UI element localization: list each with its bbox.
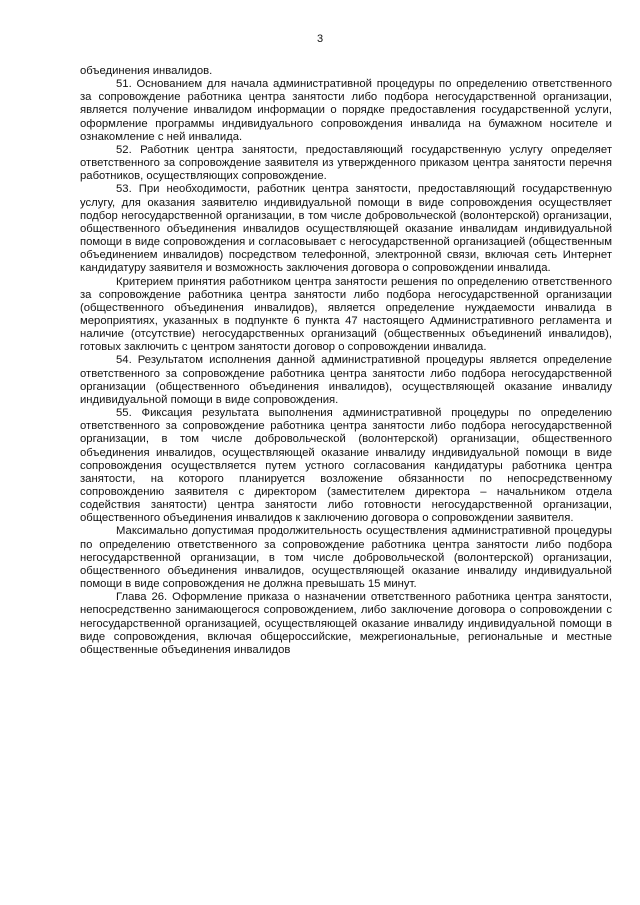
paragraph-criteria: Критерием принятия работником центра занятости решения по определению ответственного за сопровождение работника центра занятости либо подбора негосударственной организации (общественного объединения инвалидов), является определение нуждаемости инвалида в мероприятиях, указанных в подпункте 6 пункта 47 настоящего Административного регламента и наличие (отсутствие) негосударственных организаций (общественных объединений инвалидов), готовых заключить с центром занятости договор о сопровождении инвалида.	[80, 275, 612, 354]
paragraph-item-55: 55. Фиксация результата выполнения административной процедуры по определению ответственного за сопровождение работника центра занятости либо подбора негосударственной организации, в том числе добровольческой (волонтерской) организации, общественного объединения инвалидов, осуществляющей оказание инвалиду индивидуальной помощи в виде сопровождения осуществляется путем устного согласования кандидатуры работника центра занятости, на которого планируется возложение обязанности по непосредственному сопровождению заявителя с директором (заместителем директора – начальником отдела содействия занятости) центра занятости либо готовности негосударственной организации, общественного объединения инвалидов к заключению договора о сопровождении заявителя.	[80, 407, 612, 525]
chapter-26-heading: Глава 26. Оформление приказа о назначении ответственного работника центра занятости, непосредственно занимающегося сопровождением, либо заключение договора о сопровождении с негосударственной организацией, осуществляющей оказание инвалиду индивидуальной помощи в виде сопровождения, включая общероссийские, межрегиональные, региональные и местные общественные объединения инвалидов	[80, 591, 612, 656]
paragraph-continuation: объединения инвалидов.	[80, 65, 213, 77]
paragraph-item-51: 51. Основанием для начала административной процедуры по определению ответственного за сопровождение работника центра занятости либо подбора негосударственной организации, является получение инвалидом информации о порядке предоставления государственной услуги, оформление программы индивидуального сопровождения инвалида на бумажном носителе и ознакомление с ней инвалида.	[80, 78, 612, 143]
paragraph-max-duration: Максимально допустимая продолжительность осуществления административной процедуры по определению ответственного за сопровождение работника центра занятости либо подбора негосударственной организации, в том числе добровольческой (волонтерской) организации, общественного объединения инвалидов, осуществляющей оказание инвалиду индивидуальной помощи в виде сопровождения не должна превышать 15 минут.	[80, 525, 612, 591]
paragraph-item-54: 54. Результатом исполнения данной административной процедуры является определение ответственного за сопровождение работника центра занятости либо подбора негосударственной организации (общественного объединения инвалидов), осуществляющей оказание инвалиду индивидуальной помощи в виде сопровождения.	[80, 354, 612, 406]
document-body	[80, 65, 612, 657]
page-number: 3	[316, 33, 324, 45]
paragraph-item-53: 53. При необходимости, работник центра занятости, предоставляющий государственную услугу, для оказания заявителю индивидуальной помощи в виде сопровождения осуществляет подбор негосударственной организации, в том числе добровольческой (волонтерской) организации, общественного объединения инвалидов осуществляющей оказание инвалидам индивидуальной помощи в виде сопровождения и согласовывает с негосударственной организацией (общественным объединением инвалидов) посредством телефонной, электронной связи, включая сеть Интернет кандидатуру заявителя и возможность заключения договора о сопровождении инвалида.	[80, 183, 612, 275]
paragraph-item-52: 52. Работник центра занятости, предоставляющий государственную услугу определяет ответственного за сопровождение заявителя из утвержденного приказом центра занятости перечня работников, осуществляющих сопровождение.	[80, 143, 612, 183]
